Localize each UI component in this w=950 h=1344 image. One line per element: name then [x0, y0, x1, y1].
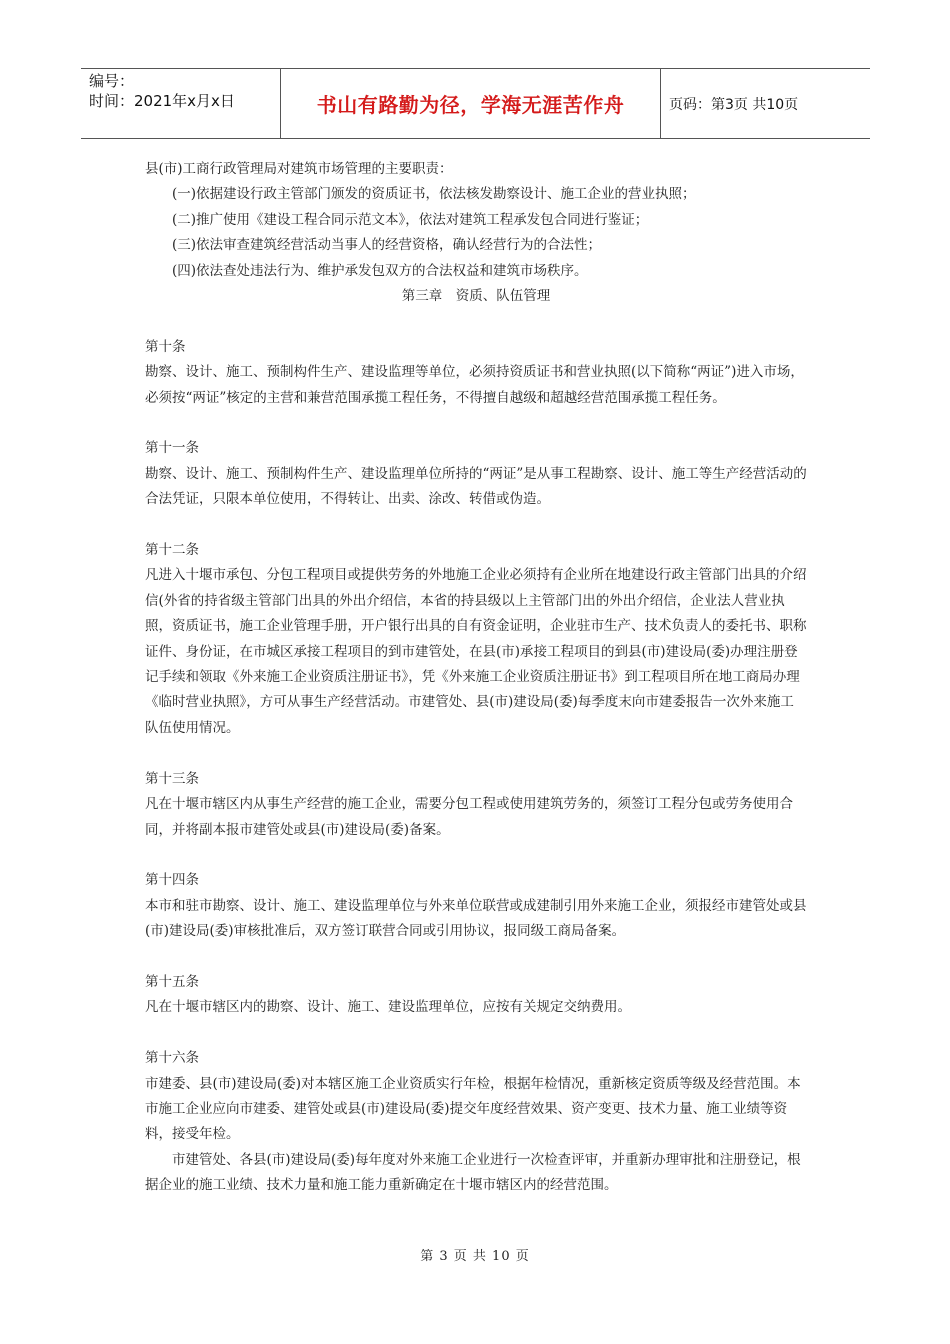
article-title: 第十六条: [145, 1050, 199, 1067]
intro-line: 县(市)工商行政管理局对建筑市场管理的主要职责：: [145, 161, 453, 177]
article-title: 第十二条: [145, 542, 199, 559]
article-title: 第十三条: [145, 770, 199, 787]
article-title: 第十四条: [145, 872, 199, 889]
page-header: [81, 68, 870, 139]
article-paragraph: 凡在十堰市辖区内的勘察、设计、施工、建设监理单位，应按有关规定交纳费用。: [145, 999, 631, 1016]
header-meta: [81, 69, 281, 138]
chapter-heading: 第三章 资质、队伍管理: [401, 288, 551, 305]
article-title: 第十五条: [145, 973, 199, 990]
article-paragraph: 市建管处、各县(市)建设局(委)每年度对外来施工企业进行一次检查评审，并重新办理审批和注册登记，根据企业的施工业绩、技术力量和施工能力重新确定在十堰市辖区内的经营范围。: [145, 1151, 801, 1194]
duty-item: (一)依据建设行政主管部门颁发的资质证书，依法核发勘察设计、施工企业的营业执照；: [172, 186, 696, 203]
header-motto: 书山有路勤为径，学海无涯苦作舟: [281, 69, 661, 138]
header-page-info: 页码：第3页 共10页: [669, 96, 799, 113]
duty-item: (二)推广使用《建设工程合同示范文本》，依法对建筑工程承发包合同进行鉴证；: [172, 211, 649, 228]
article-paragraph: 市建委、县(市)建设局(委)对本辖区施工企业资质实行年检，根据年检情况，重新核定资质等级及经营范围。本市施工企业应向市建委、建管处或县(市)建设局(委)提交年度经营效果、资产变更、技术力量、施工业绩等资料，接受年检。: [145, 1075, 801, 1143]
time-label: 时间：2021年x月x日: [89, 92, 235, 110]
duty-item: (三)依法审查建筑经营活动当事人的经营资格，确认经营行为的合法性；: [172, 237, 602, 254]
article-title: 第十条: [145, 338, 186, 355]
duty-item: (四)依法查处违法行为、维护承发包双方的合法权益和建筑市场秩序。: [172, 262, 588, 279]
document-body: [145, 157, 807, 1199]
page-footer: 第 3 页 共 10 页: [420, 1249, 530, 1264]
article-paragraph: 勘察、设计、施工、预制构件生产、建设监理单位所持的“两证”是从事工程勘察、设计、施工等生产经营活动的合法凭证，只限本单位使用，不得转让、出卖、涂改、转借或伪造。: [145, 465, 807, 508]
number-label: 编号：: [89, 72, 135, 90]
article-paragraph: 凡进入十堰市承包、分包工程项目或提供劳务的外地施工企业必须持有企业所在地建设行政主管部门出具的介绍信(外省的持省级主管部门出具的外出介绍信，本省的持县级以上主管部门出的外出介绍信，企业法人营业执照，资质证书，施工企业管理手册，开户银行出具的自有资金证明，企业驻市生产、技术负责人的委托书、职称证件、身份证，在市城区承接工程项目的到市建管处，在县(市)承接工程项目的到县(市)建设局(委)办理注册登记手续和领取《外来施工企业资质注册证书》，凭《外来施工企业资质注册证书》到工程项目所在地工商局办理《临时营业执照》，方可从事生产经营活动。市建管处、县(市)建设局(委)每季度末向市建委报告一次外来施工队伍使用情况。: [145, 567, 807, 736]
article-paragraph: 勘察、设计、施工、预制构件生产、建设监理等单位，必须持资质证书和营业执照(以下简称“两证”)进入市场，必须按“两证”核定的主营和兼营范围承揽工程任务，不得擅自越级和超越经营范围承揽工程任务。: [145, 364, 804, 406]
article-title: 第十一条: [145, 440, 199, 457]
article-paragraph: 凡在十堰市辖区内从事生产经营的施工企业，需要分包工程或使用建筑劳务的，须签订工程分包或劳务使用合同，并将副本报市建管处或县(市)建设局(委)备案。: [145, 796, 793, 838]
article-paragraph: 本市和驻市勘察、设计、施工、建设监理单位与外来单位联营或成建制引用外来施工企业，须报经市建管处或县(市)建设局(委)审核批准后，双方签订联营合同或引用协议，报同级工商局备案。: [145, 897, 807, 940]
